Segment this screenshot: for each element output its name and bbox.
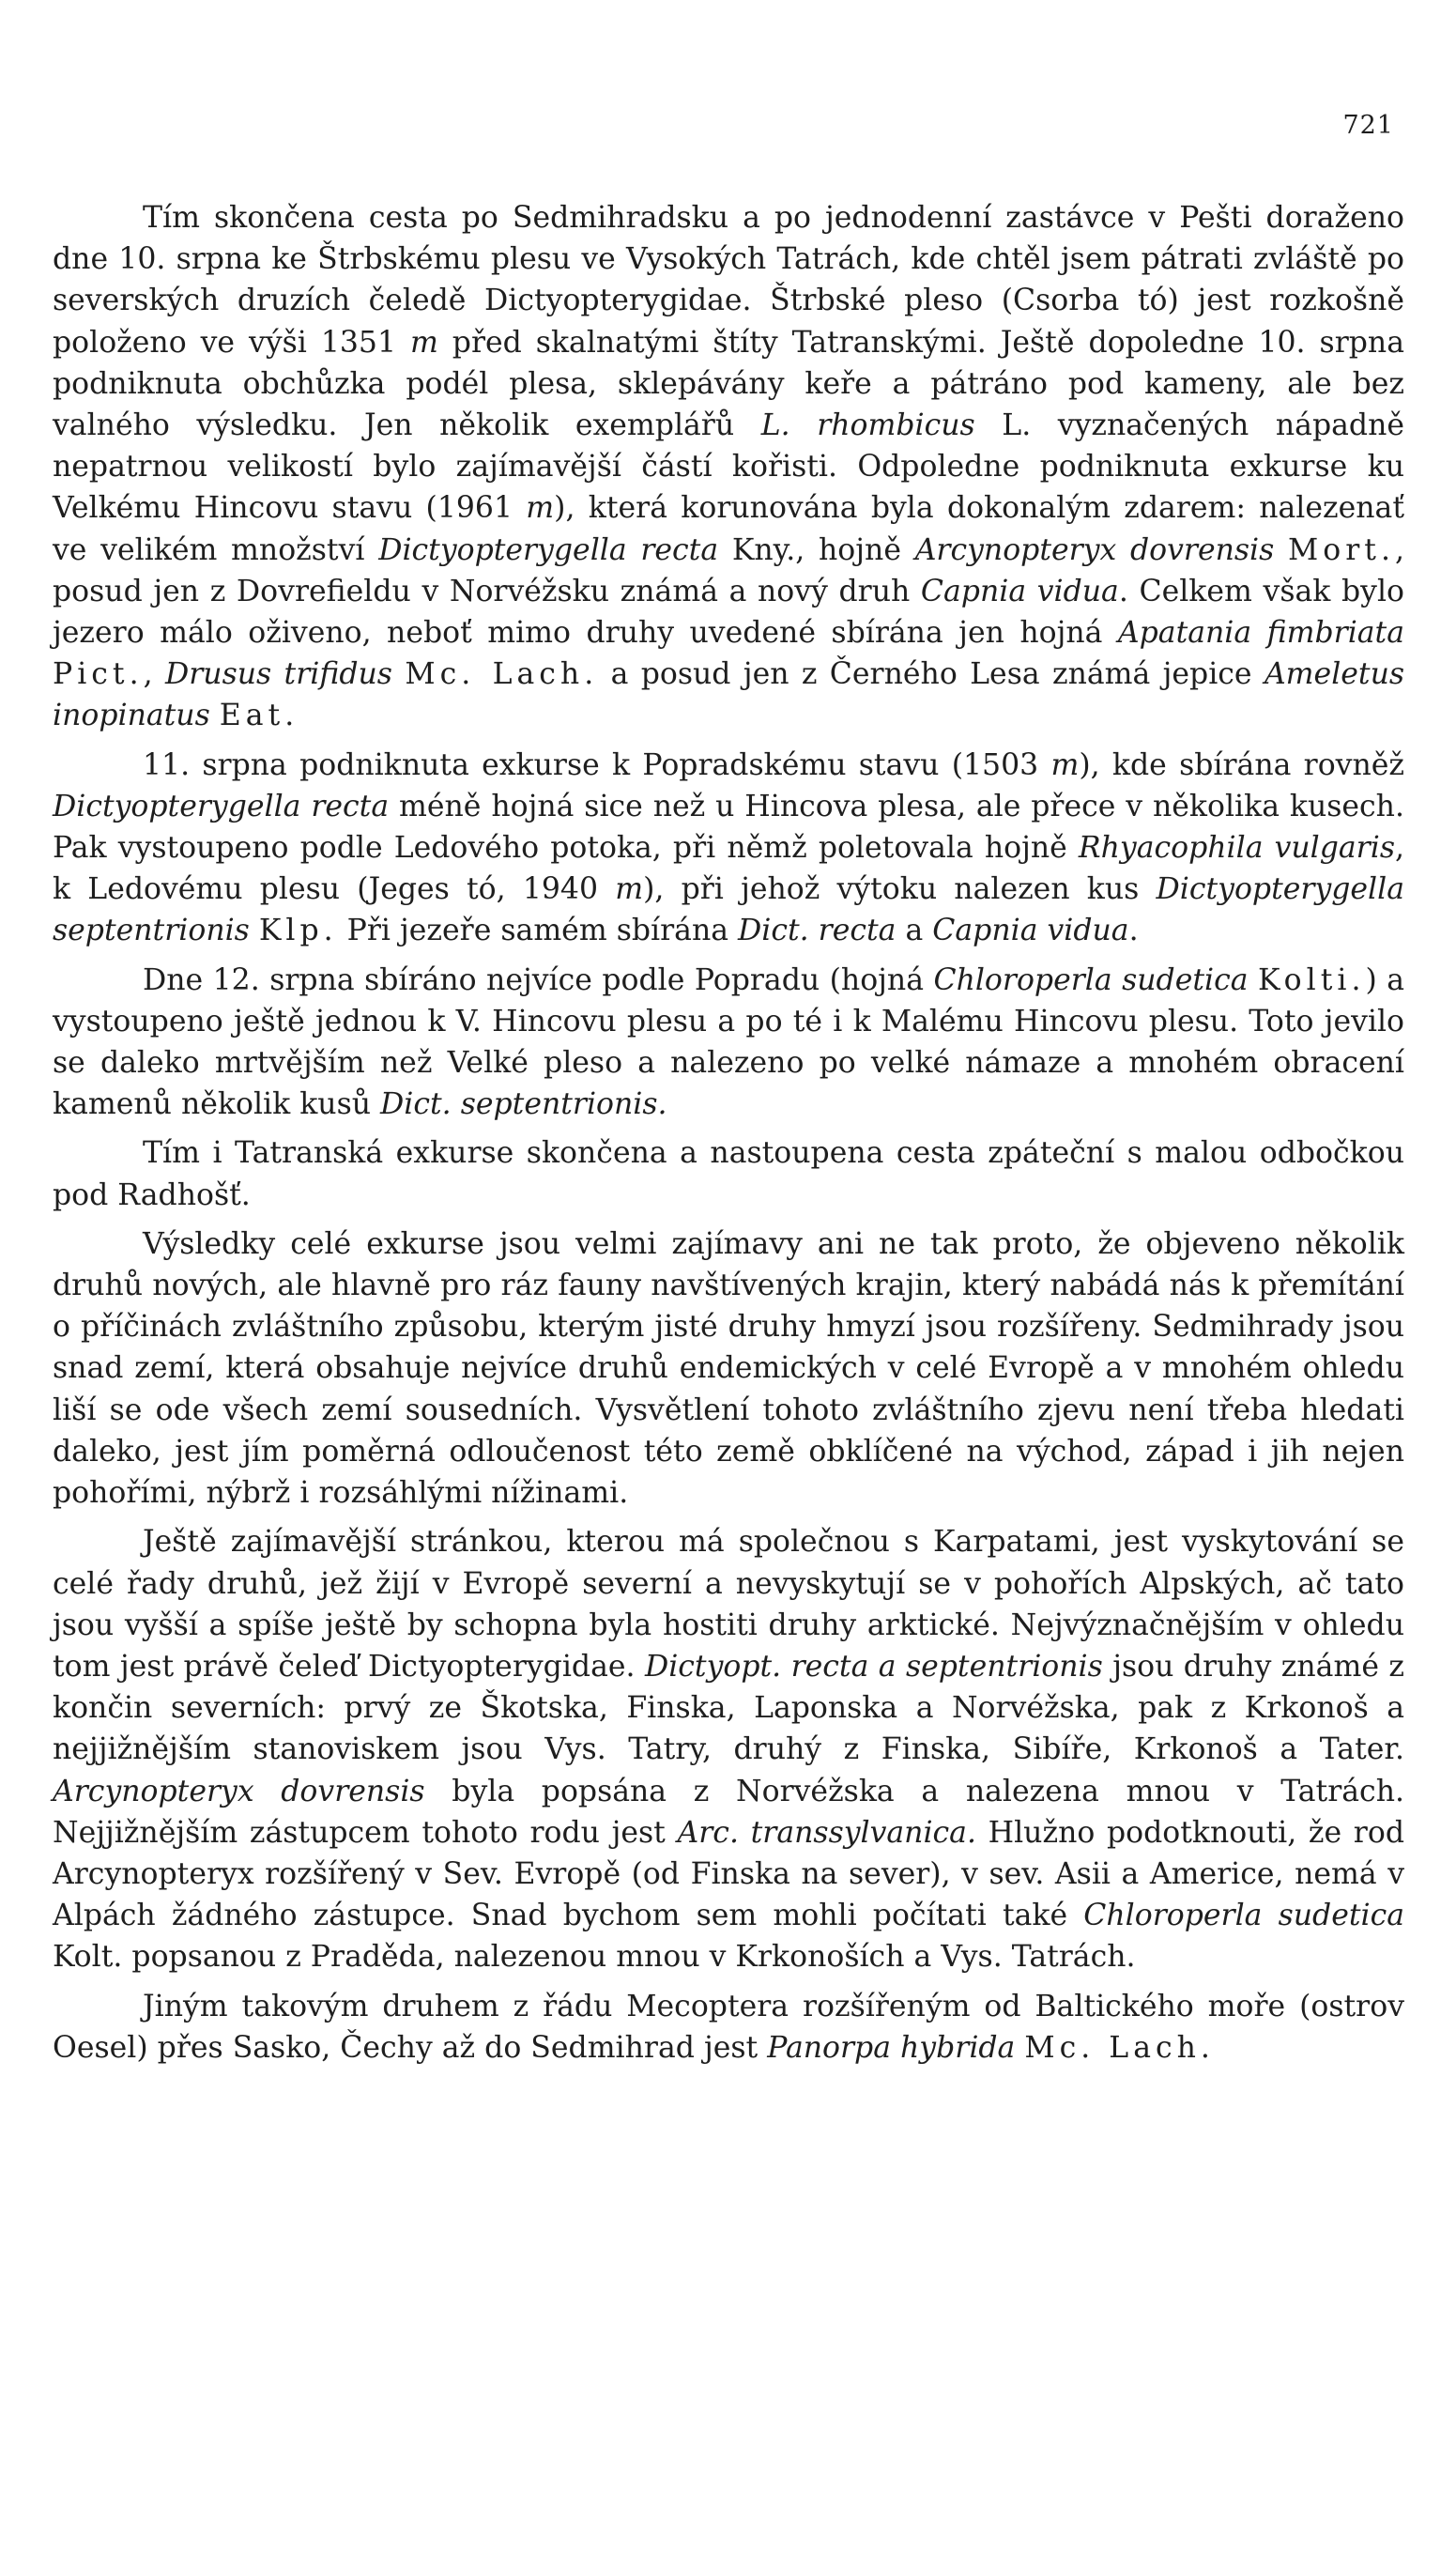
paragraph [53,197,1404,737]
page-number: 721 [1342,111,1394,140]
italic-text: Arcynopteryx dovrensis [914,532,1275,567]
text-run [210,699,220,732]
text-run: 11. srpna podniknuta exkurse k Popradskému stavu (1503 [143,747,1051,782]
author-name: Klp. [258,914,338,948]
text-run: Tím skončena cesta po Sedmihradsku a po jednodenní zastávce v Pešti doraženo dne 10. srpna ke Štrbskému plesu ve Vysokých Tatrách, kde chtěl jsem pátrati zvláště po severských druzích čeledě Dictyopterygidae. Štrbské pleso (Csorba tó) jest rozkošně položeno ve výši 1351 [53,201,1404,360]
text-run: Při jezeře samém sbírána [337,914,739,948]
italic-text: m [526,491,555,526]
text-run [1274,533,1288,567]
paragraph [53,1223,1404,1514]
italic-text: Ameletus inopinatus [53,657,1405,733]
italic-text: Dictyopterygella septentrionis [53,872,1404,948]
body-text [53,197,1404,2076]
paragraph [53,1521,1404,1977]
text-run [1015,2031,1024,2065]
italic-text: Dict. recta [738,914,897,948]
italic-text: Drusus trifidus [164,657,392,692]
text-run: Dne 12. srpna sbíráno nejvíce podle Popradu (hojná [143,962,934,997]
text-run: , k Ledovému plesu (Jeges tó, 1940 [53,831,1404,907]
text-run: Výsledky celé exkurse jsou velmi zajímavy ani ne tak proto, že objeveno několik druhů nových, ale hlavně pro ráz fauny navštívených krajin, který nabádá nás k přemítání o příčinách zvláštního způsobu, kterým jisté druhy hmyzí jsou rozšířeny. Sedmihrady jsou snad zemí, která obsahuje nejvíce druhů endemických v celé Evropě a v mnohém ohledu liší se ode všech zemí sousedních. Vysvětlení tohoto zvláštního zjevu není třeba hledati daleko, jest jím poměrná odloučenost této země obklíčené na východ, západ i jih nejen pohořími, nýbrž i rozsáhlými nížinami. [53,1226,1404,1511]
author-name: Eat. [219,699,299,733]
italic-text: L. rhombicus [760,408,975,443]
text-run: , [143,657,165,692]
text-run: Kolt. popsanou z Praděda, nalezenou mnou v Krkonoších a Vys. Tatrách. [53,1940,1136,1975]
italic-text: Arc. transsylvanica. [677,1815,976,1850]
text-run: Tím i Tatranská exkurse skončena a nastoupena cesta zpáteční s malou odbočkou pod Radhošť. [53,1136,1404,1212]
text-run [1249,963,1258,997]
text-run: a posud jen z Černého Lesa známá jepice [598,657,1264,692]
author-name: Mort. [1288,532,1395,567]
text-run: L. vyznačených nápadně nepatrnou velikostí bylo zajímavější částí kořisti. Odpoledne podniknuta exkurse ku Velkému Hincovu stavu (1961 [53,408,1404,526]
text-run: ), kde sbírána rovněž [1079,747,1405,782]
text-run: Kny., hojně [718,532,915,567]
italic-text: Dict. septentrionis. [380,1087,667,1122]
italic-text: Rhyacophila vulgaris [1078,831,1395,866]
text-run: jsou druhy známé z končin severních: prvý ze Škotska, Finska, Laponska a Norvéžska, pak z Krkonoš a nejjižnějším stanoviskem jsou Vys. Tatry, druhý z Finska, Sibíře, Krkonoš a Tater. [53,1649,1404,1767]
italic-text: Capnia vidua [932,914,1129,948]
text-run: ), při jehož výtoku nalezen kus [643,872,1157,907]
italic-text: Panorpa hybrida [767,2030,1016,2065]
italic-text: Arcynopteryx dovrensis [53,1774,425,1808]
paragraph [53,1986,1404,2069]
author-name: Kolti. [1257,962,1366,997]
text-run: před skalnatými štíty Tatranskými. Ještě dopoledne 10. srpna podniknuta obchůzka podél plesa, sklepávány keře a pátráno pod kameny, ale bez valného výsledku. Jen několik exemplářů [53,325,1404,443]
italic-text: Apatania fimbriata [1117,616,1404,651]
text-run: byla popsána z Norvéžska a nalezena mnou v Tatrách. Nejjižnějším zástupcem tohoto rodu jest [53,1774,1404,1850]
paragraph [53,1132,1404,1215]
paragraph [53,960,1404,1126]
text-run: méně hojná sice než u Hincova plesa, ale přece v několika kusech. Pak vystoupeno podle Ledového potoka, při němž poletovala hojně [53,789,1404,866]
italic-text: Dictyopterygella recta [53,789,390,823]
text-run: Hlužno podotknouti, že rod Arcynopteryx rozšířený v Sev. Evropě (od Finska na sever), v sev. Asii a Americe, nemá v Alpách žádného zástupce. Snad bychom sem mohli počítati také [53,1815,1404,1933]
italic-text: Dictyopt. recta a septentrionis [644,1649,1103,1684]
text-run: Jiným takovým druhem z řádu Mecoptera rozšířeným od Baltického moře (ostrov Oesel) přes Sasko, Čechy až do Sedmihrad jest [53,1989,1404,2065]
author-name: Pict. [53,657,144,692]
italic-text: Dictyopterygella recta [378,532,719,567]
italic-text: m [1050,747,1080,782]
italic-text: m [409,325,438,360]
text-run: . Celkem však bylo jezero málo oživeno, neboť mimo druhy uvedené sbírána jen hojná [53,574,1404,651]
text-run [250,914,259,947]
text-run: . [1128,914,1139,948]
text-run: a [896,914,933,948]
author-name: Mc. Lach. [405,657,599,692]
italic-text: Chloroperla sudetica [1083,1899,1404,1933]
author-name: Mc. Lach. [1024,2030,1215,2065]
text-run: ), která korunována byla dokonalým zdarem: nalezenať ve velikém množství [53,491,1404,567]
italic-text: Capnia vidua [920,574,1119,608]
text-run: , posud jen z Dovrefieldu v Norvéžsku známá a nový druh [53,532,1404,608]
text-run: Ještě zajímavější stránkou, kterou má společnou s Karpatami, jest vyskytování se celé řady druhů, jež žijí v Evropě severní a nevyskytují se v pohořích Alpských, ač tato jsou vyšší a spíše ještě by schopna byla hostiti druhy arktické. Nejvýznačnějším v ohledu tom jest právě čeleď Dictyopterygidae. [53,1525,1404,1684]
italic-text: Chloroperla sudetica [933,962,1249,997]
text-run: ) a vystoupeno ještě jednou k V. Hincovu plesu a po té i k Malému Hincovu plesu. Toto jevilo se daleko mrtvějším než Velké pleso a nalezeno po velké námaze a mnohém obracení kamenů několik kusů [53,962,1404,1122]
italic-text: m [615,872,644,907]
text-run [392,657,405,691]
paragraph [53,745,1404,952]
